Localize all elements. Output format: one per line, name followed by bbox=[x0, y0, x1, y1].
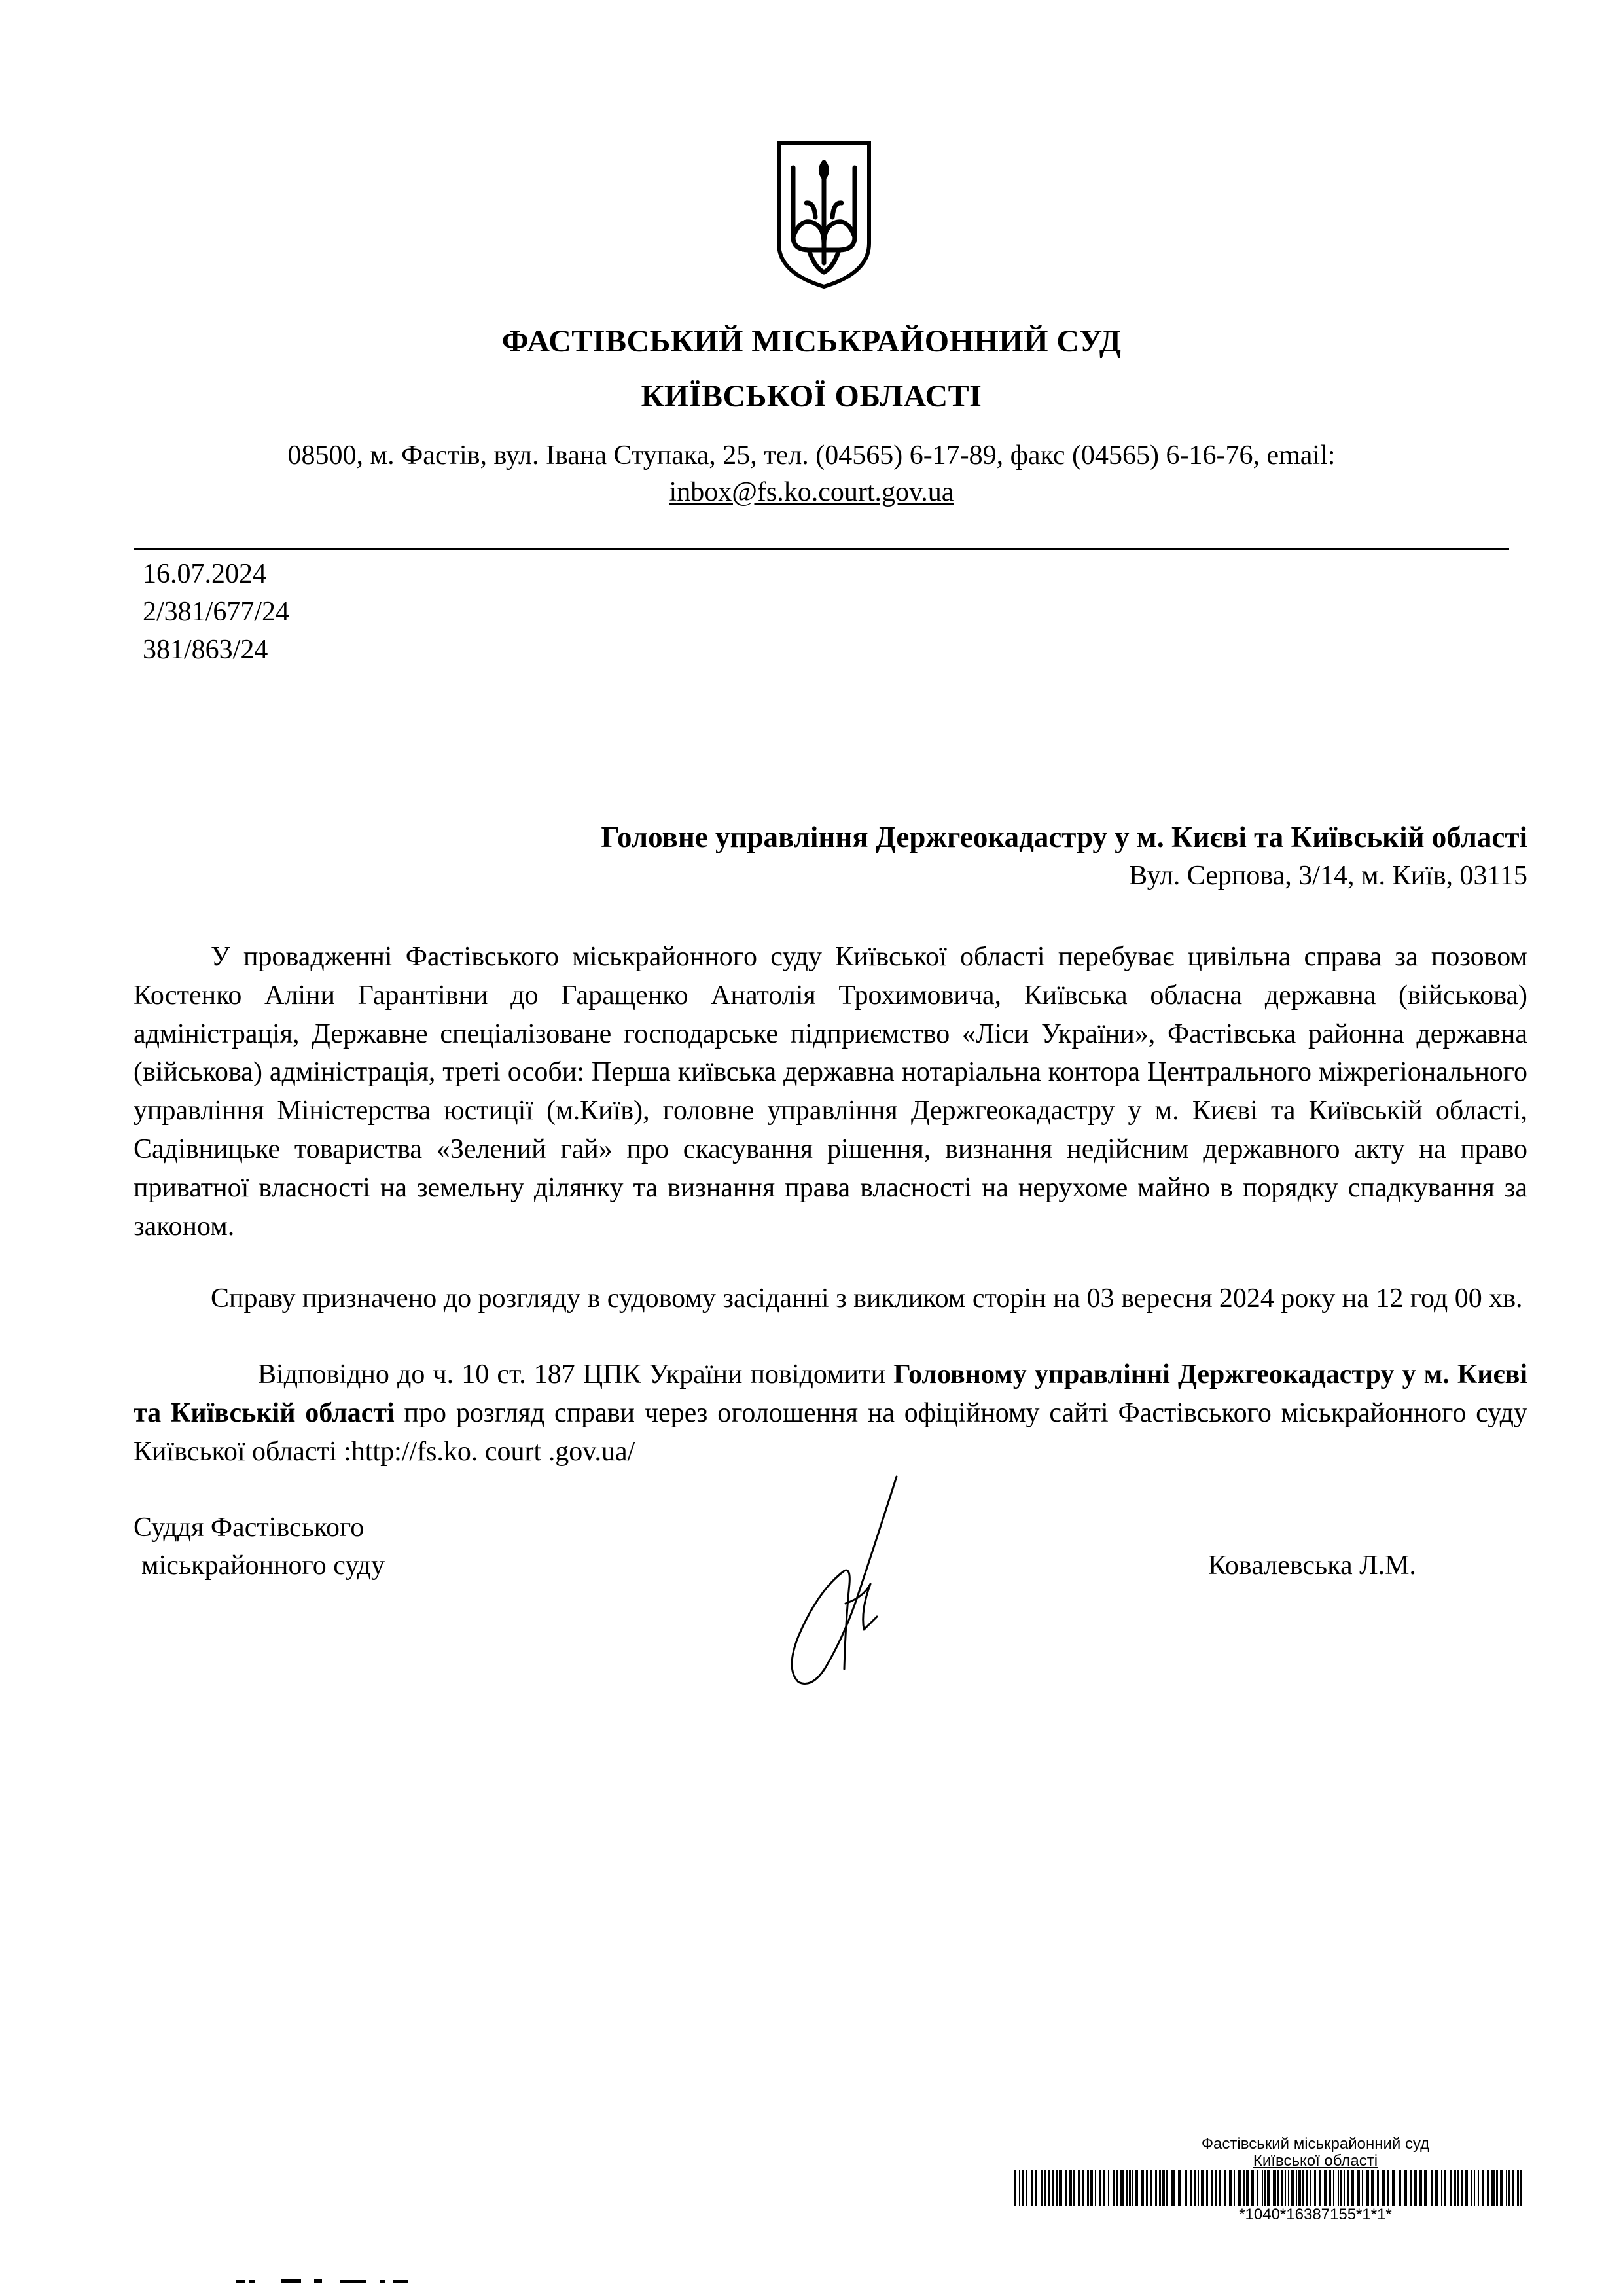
court-contact-line: 08500, м. Фастів, вул. Івана Ступака, 25, тел. (04565) 6-17-89, факс (04565) 6-16-76, email: bbox=[287, 440, 1336, 471]
barcode bbox=[1014, 2170, 1525, 2206]
judge-title-line-2: міськрайонного суду bbox=[141, 1551, 385, 1581]
body-paragraph-3 bbox=[134, 1355, 1527, 1471]
body-paragraph-3-end: про розгляд справи через оголошення на офіційному сайті Фастівського міськрайонного суду Київської області :http://fs.ko. court .gov.ua/ bbox=[134, 1397, 1527, 1467]
stamp-court-region: Київської області bbox=[1253, 2152, 1378, 2170]
recipient-name: Головне управління Держгеокадастру у м. Києві та Київській області bbox=[601, 821, 1527, 853]
handwritten-signature bbox=[772, 1473, 923, 1695]
header-divider bbox=[134, 548, 1509, 550]
court-email-link[interactable]: inbox@fs.ko.court.gov.ua bbox=[669, 477, 954, 507]
coat-of-arms-icon bbox=[775, 139, 873, 289]
court-name-line-2: КИЇВСЬКОЇ ОБЛАСТІ bbox=[641, 379, 982, 414]
scan-artifact bbox=[236, 2275, 432, 2288]
body-paragraph-3-start: Відповідно до ч. 10 ст. 187 ЦПК України повідомити bbox=[258, 1359, 894, 1390]
document-date: 16.07.2024 bbox=[143, 559, 266, 589]
stamp-court-name: Фастівський міськрайонний суд bbox=[1201, 2135, 1430, 2153]
body-paragraph-2-text: Справу призначено до розгляду в судовому засіданні з викликом сторін на 03 вересня 2024 року на 12 год 00 хв. bbox=[211, 1283, 1523, 1314]
barcode-number: *1040*16387155*1*1* bbox=[1239, 2206, 1392, 2223]
body-paragraph-1 bbox=[134, 938, 1527, 1246]
body-paragraph-1-text: У провадженні Фастівського міськрайонного суду Київської області перебуває цивільна справа за позовом Костенко Аліни Гарантівни до Гаращенко Анатолія Трохимовича, Київська обласна державна (військова) адміністрація, Державне спеціалізоване господарське підприємство «Ліси України», Фастівська районна державна (військова) адміністрація, треті особи: Перша київська державна нотаріальна контора Центрального міжрегіонального управління Міністерства юстиції (м.Київ), головне управління Держгеокадастру у м. Києві та Київській області, Садівницьке товариства «Зелений гай» про скасування рішення, визнання недійсним державного акту на право приватної власності на земельну ділянку та визнання права власності на нерухоме майно в порядку спадкування за законом. bbox=[134, 942, 1527, 1242]
body-paragraph-2 bbox=[134, 1280, 1527, 1318]
case-number: 381/863/24 bbox=[143, 635, 268, 665]
outgoing-number: 2/381/677/24 bbox=[143, 597, 290, 627]
body-paragraph-3-recipient: Головному управлінні Держгеокадастру у м. Києві та Київській області bbox=[134, 1359, 1527, 1428]
recipient-address: Вул. Серпова, 3/14, м. Київ, 03115 bbox=[1129, 861, 1527, 891]
judge-name: Ковалевська Л.М. bbox=[1208, 1551, 1416, 1581]
judge-title-line-1: Суддя Фастівського bbox=[134, 1513, 365, 1543]
court-name-line-1: ФАСТІВСЬКИЙ МІСЬКРАЙОННИЙ СУД bbox=[501, 324, 1122, 359]
